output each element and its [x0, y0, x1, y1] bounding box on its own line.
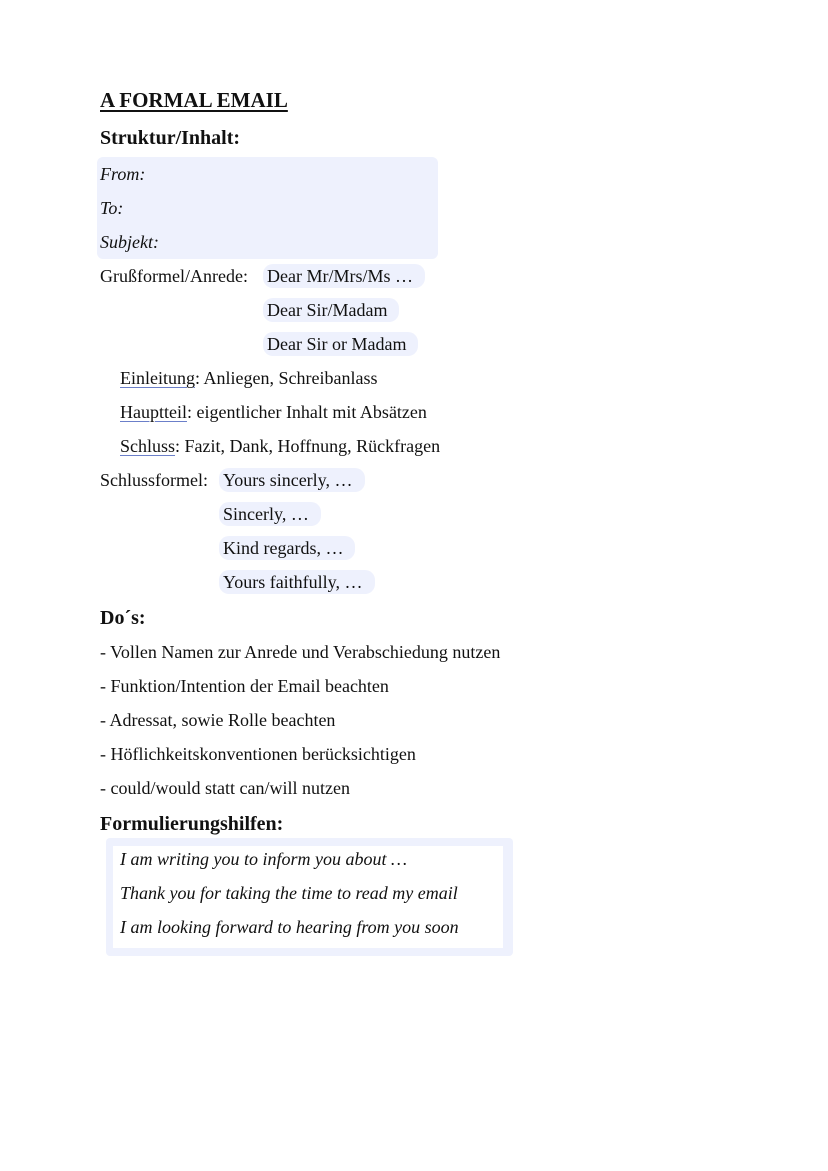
phrase-item: Thank you for taking the time to read my email: [120, 883, 458, 903]
part-term: Einleitung: [120, 368, 195, 388]
dos-item: - Adressat, sowie Rolle beachten: [100, 710, 336, 730]
header-field-from: From:: [100, 164, 146, 184]
dos-item: - could/would statt can/will nutzen: [100, 778, 350, 798]
part-einleitung: [120, 366, 377, 390]
document-title: A FORMAL EMAIL: [100, 88, 288, 112]
greeting-label: Grußformel/Anrede:: [100, 266, 248, 286]
closing-option: Sincerly, …: [219, 502, 321, 526]
closing-option: Yours faithfully, …: [219, 570, 375, 594]
dos-item: - Höflichkeitskonventionen berücksichtigen: [100, 744, 416, 764]
part-desc: : Anliegen, Schreibanlass: [195, 368, 378, 388]
part-desc: : eigentlicher Inhalt mit Absätzen: [186, 402, 427, 422]
part-hauptteil: [120, 400, 427, 424]
dos-item: - Vollen Namen zur Anrede und Verabschiedung nutzen: [100, 642, 501, 662]
closing-option: Kind regards, …: [219, 536, 355, 560]
phrase-item: I am writing you to inform you about …: [120, 849, 407, 869]
part-term: Hauptteil: [120, 402, 187, 422]
header-field-to: To:: [100, 198, 124, 218]
structure-heading: Struktur/Inhalt:: [100, 127, 241, 149]
part-desc: : Fazit, Dank, Hoffnung, Rückfragen: [175, 436, 441, 456]
greeting-option: Dear Mr/Mrs/Ms …: [263, 264, 425, 288]
dos-heading: Do´s:: [100, 607, 146, 629]
greeting-option: Dear Sir/Madam: [263, 298, 399, 322]
header-field-subject: Subjekt:: [100, 232, 159, 252]
phrase-item: I am looking forward to hearing from you soon: [120, 917, 459, 937]
part-schluss: [120, 434, 440, 458]
phrases-heading: Formulierungshilfen:: [100, 813, 284, 835]
part-term: Schluss: [120, 436, 176, 456]
closing-option: Yours sincerly, …: [219, 468, 365, 492]
dos-item: - Funktion/Intention der Email beachten: [100, 676, 389, 696]
greeting-option: Dear Sir or Madam: [263, 332, 418, 356]
closing-label: Schlussformel:: [100, 470, 208, 490]
